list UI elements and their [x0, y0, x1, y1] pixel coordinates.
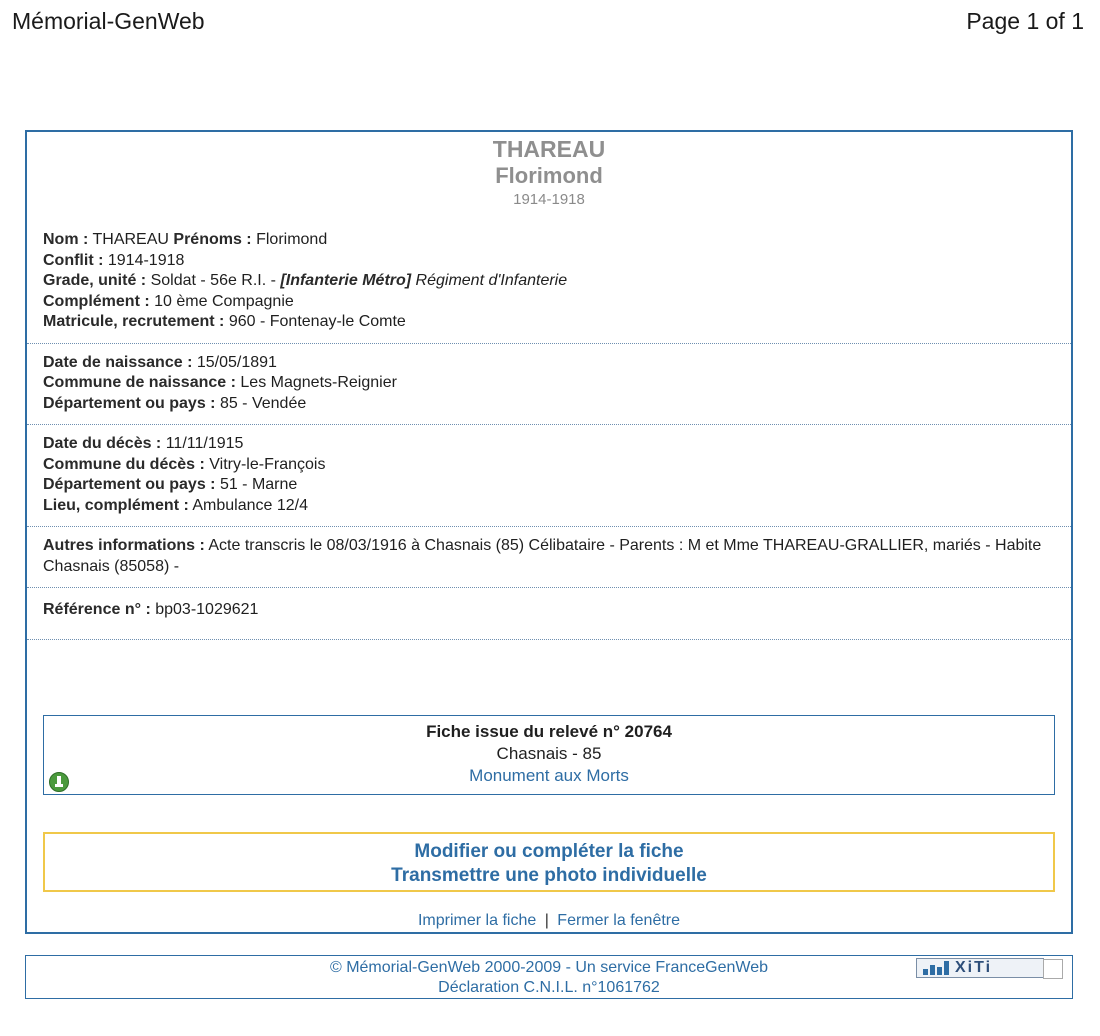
- death-commune-label: Commune du décès :: [43, 455, 205, 473]
- monument-icon[interactable]: [49, 772, 69, 792]
- birth-commune-row: [43, 373, 1055, 394]
- other-info-label: Autres informations :: [43, 537, 205, 554]
- death-dept-value: 51 - Marne: [219, 476, 298, 493]
- death-place-label: Lieu, complément :: [43, 496, 189, 514]
- death-date-value: 11/11/1915: [165, 435, 244, 452]
- name-header: [27, 132, 1071, 210]
- send-photo-link[interactable]: Transmettre une photo individuelle: [391, 865, 707, 886]
- birth-dept-row: [43, 394, 1055, 415]
- matricule-label: Matricule, recrutement :: [43, 313, 225, 330]
- matricule-value: 960 - Fontenay-le Comte: [228, 313, 406, 330]
- death-date-label: Date du décès :: [43, 435, 162, 452]
- print-header: [12, 8, 1084, 35]
- xiti-label: XiTi: [955, 959, 993, 976]
- birth-commune-label: Commune de naissance :: [43, 374, 236, 391]
- releve-title: Fiche issue du relevé n° 20764: [426, 722, 672, 741]
- birth-section: [27, 344, 1071, 426]
- identity-section: [27, 210, 1071, 344]
- actions-box: [43, 832, 1055, 892]
- death-dept-label: Département ou pays :: [43, 476, 216, 493]
- reference-section: [27, 588, 1071, 640]
- bottom-links: [27, 912, 1071, 930]
- person-firstname: Florimond: [495, 163, 603, 188]
- conflit-label: Conflit :: [43, 251, 104, 269]
- monument-link[interactable]: Monument aux Morts: [469, 766, 629, 785]
- conflit-row: [43, 251, 1055, 272]
- nom-value: THAREAU: [92, 231, 169, 248]
- death-dept-row: [43, 475, 1055, 496]
- memorial-record-card: [25, 130, 1073, 934]
- prenoms-label: Prénoms :: [173, 231, 252, 248]
- grade-value: Soldat - 56e R.I. -: [150, 272, 276, 289]
- grade-label: Grade, unité :: [43, 272, 147, 289]
- nom-label: Nom :: [43, 231, 89, 248]
- page-indicator: Page 1 of 1: [966, 8, 1084, 34]
- death-commune-value: Vitry-le-François: [209, 455, 326, 473]
- person-surname: THAREAU: [492, 136, 606, 162]
- complement-label: Complément :: [43, 292, 150, 310]
- footer-copyright: © Mémorial-GenWeb 2000-2009 - Un service FranceGenWeb: [329, 959, 769, 976]
- link-separator: |: [544, 912, 549, 929]
- bar-chart-icon: [923, 961, 949, 975]
- death-place-value: Ambulance 12/4: [192, 496, 308, 514]
- modify-record-link[interactable]: Modifier ou compléter la fiche: [414, 841, 684, 862]
- unit-type: [Infanterie Métro]: [280, 272, 412, 289]
- death-place-row: [43, 496, 1055, 517]
- conflit-value: 1914-1918: [107, 251, 185, 269]
- grade-row: [43, 271, 1055, 292]
- site-title: Mémorial-GenWeb: [12, 8, 205, 34]
- matricule-row: [43, 312, 1055, 333]
- unit-name: Régiment d'Infanterie: [415, 272, 568, 289]
- footer-cnil: Déclaration C.N.I.L. n°1061762: [438, 979, 660, 996]
- birth-commune-value: Les Magnets-Reignier: [240, 374, 397, 391]
- close-window-link[interactable]: Fermer la fenêtre: [557, 912, 681, 929]
- other-info-value: Acte transcris le 08/03/1916 à Chasnais (85) Célibataire - Parents : M et Mme THAREAU-GRALLIER, mariés - Habite Chasnais (85058) -: [43, 537, 1042, 575]
- releve-box: [43, 715, 1055, 795]
- reference-value: bp03-1029621: [155, 601, 259, 618]
- xiti-badge[interactable]: [916, 958, 1044, 978]
- releve-place: Chasnais - 85: [496, 744, 602, 763]
- print-link[interactable]: Imprimer la fiche: [417, 912, 537, 929]
- footer: [25, 955, 1073, 999]
- conflict-period: 1914-1918: [513, 191, 585, 208]
- monument-glyph-icon: [54, 776, 64, 788]
- prenoms-value: Florimond: [256, 231, 328, 248]
- death-commune-row: [43, 455, 1055, 476]
- other-info-section: [27, 527, 1071, 588]
- birth-dept-value: 85 - Vendée: [219, 394, 307, 412]
- birth-dept-label: Département ou pays :: [43, 394, 216, 412]
- xiti-end-box: [1043, 959, 1063, 979]
- death-date-row: [43, 434, 1055, 455]
- death-section: [27, 425, 1071, 527]
- nom-row: [43, 230, 1055, 251]
- birth-date-row: [43, 353, 1055, 374]
- reference-label: Référence n° :: [43, 601, 151, 618]
- complement-value: 10 ème Compagnie: [154, 292, 294, 310]
- complement-row: [43, 292, 1055, 313]
- birth-date-label: Date de naissance :: [43, 353, 193, 371]
- birth-date-value: 15/05/1891: [196, 353, 277, 371]
